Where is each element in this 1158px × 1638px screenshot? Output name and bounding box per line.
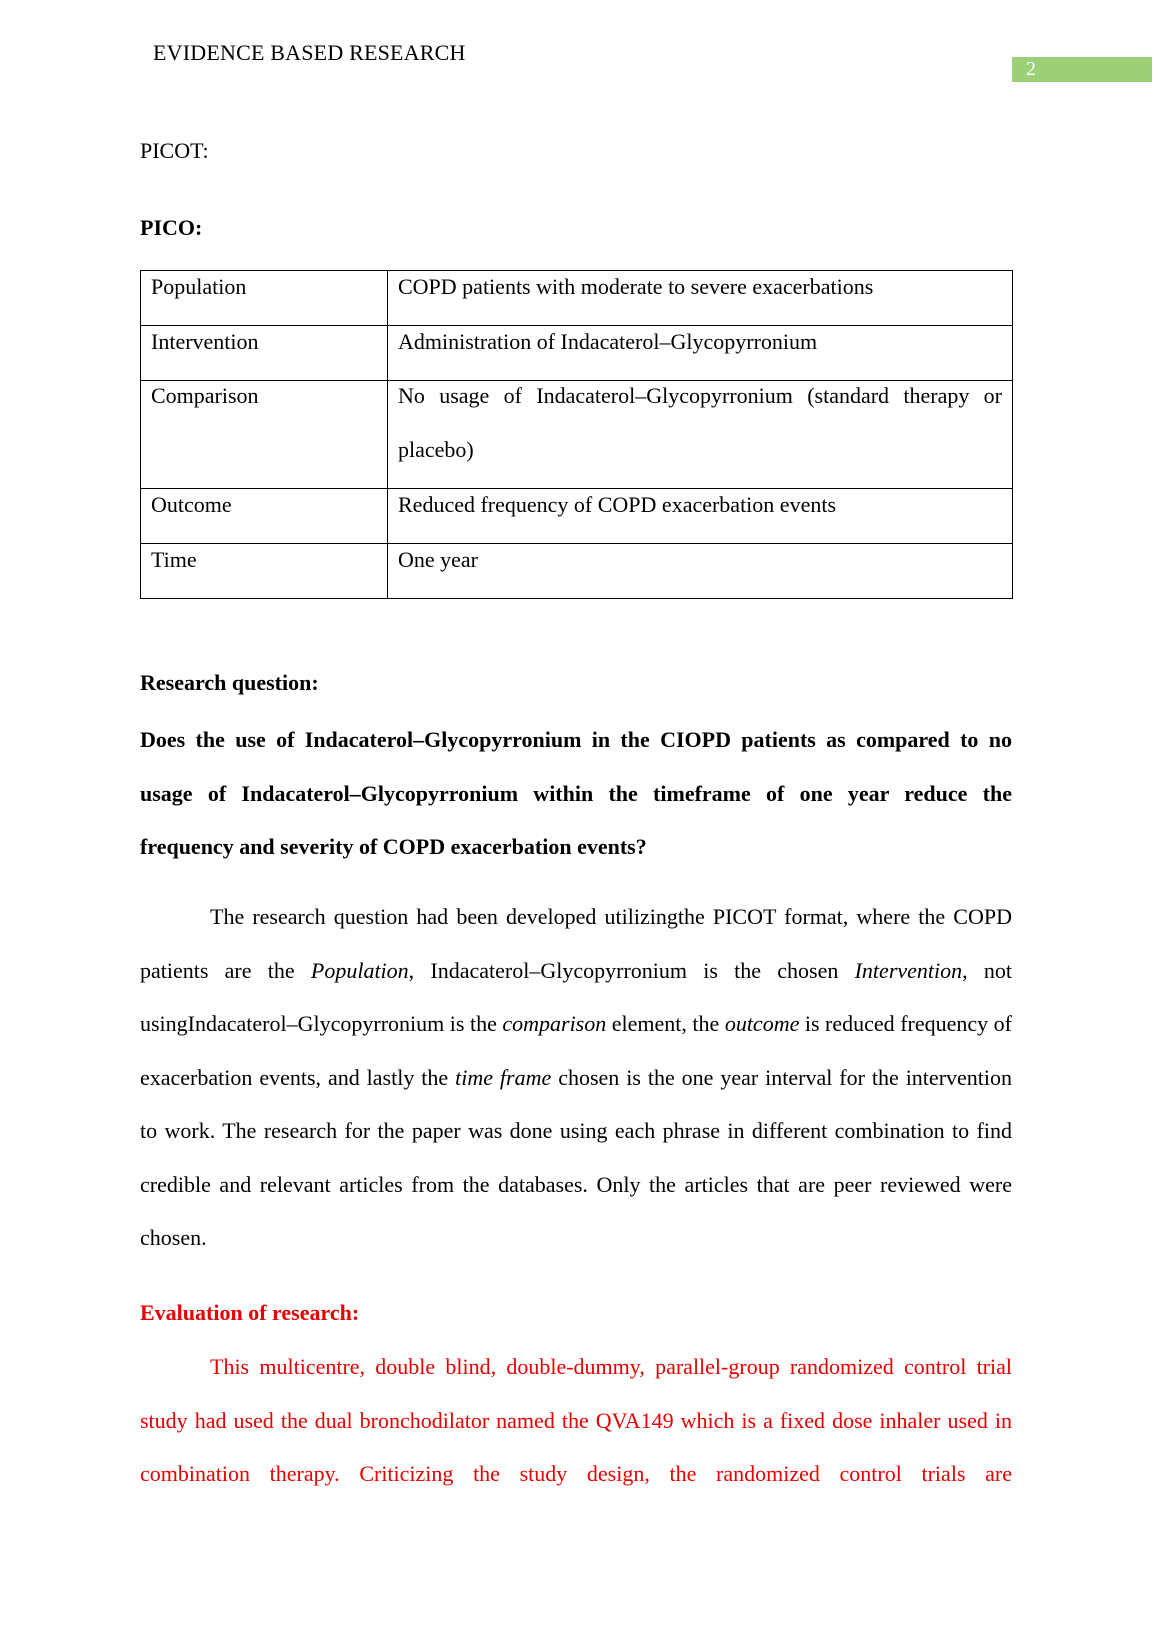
running-head: EVIDENCE BASED RESEARCH — [153, 40, 466, 65]
page-number-box — [1012, 57, 1152, 82]
table-cell-value: COPD patients with moderate to severe exacerbations — [388, 271, 1013, 326]
research-question-text: Does the use of Indacaterol–Glycopyrronium in the CIOPD patients as compared to no usage of Indacaterol–Glycopyrronium within the timeframe of one year reduce the frequency and severity of COPD exacerbation events? — [140, 727, 1012, 859]
explanation-italic: outcome — [724, 1011, 800, 1036]
explanation-text: element, the — [606, 1011, 725, 1036]
table-cell-label: Population — [141, 271, 388, 326]
table-cell-value: One year — [388, 544, 1013, 599]
comparison-text: No usage of Indacaterol–Glycopyrronium (standard therapy or placebo) — [398, 383, 1002, 462]
evaluation-paragraph: This multicentre, double blind, double-dummy, parallel-group randomized control trial study had used the dual bronchodilator named the QVA149 which is a fixed dose inhaler used in combination therapy. Criticizing the study design, the randomized control trials are — [140, 1354, 1012, 1486]
explanation-paragraph — [140, 890, 1012, 1265]
explanation-text: is reduced frequency of exacerbation events, and lastly the — [140, 1011, 1012, 1090]
research-question-heading: Research question: — [140, 670, 319, 695]
table-cell-value: Reduced frequency of COPD exacerbation events — [388, 489, 1013, 544]
picot-label: PICOT: — [140, 138, 209, 163]
table-cell-value — [388, 381, 1013, 489]
explanation-text: , not usingIndacaterol–Glycopyrronium is the — [140, 957, 1012, 1036]
page-number: 2 — [1026, 58, 1036, 80]
pico-heading: PICO: — [140, 215, 203, 240]
explanation-italic: time frame — [455, 1064, 552, 1090]
table-row — [141, 381, 1013, 489]
evaluation-heading: Evaluation of research: — [140, 1300, 360, 1325]
explanation-text: The research question had been developed utilizingthe PICOT format, where the COPD patients are the — [140, 904, 1012, 983]
table-cell-label: Outcome — [141, 489, 388, 544]
explanation-italic: comparison — [502, 1011, 607, 1036]
table-row — [141, 489, 1013, 544]
table-cell-value: Administration of Indacaterol–Glycopyrronium — [388, 326, 1013, 381]
table-cell-label: Intervention — [141, 326, 388, 381]
table-row — [141, 544, 1013, 599]
explanation-text: , Indacaterol–Glycopyrronium is the chosen — [408, 957, 855, 983]
explanation-italic: Intervention — [854, 957, 963, 983]
table-cell-label: Time — [141, 544, 388, 599]
table-row — [141, 271, 1013, 326]
explanation-text: chosen is the one year interval for the intervention to work. The research for the paper was done using each phrase in different combination to find credible and relevant articles from the databases. Only the articles that are peer reviewed were chosen. — [140, 1064, 1013, 1250]
table-cell-label: Comparison — [141, 381, 388, 489]
explanation-italic: Population — [310, 957, 409, 983]
pico-table — [140, 270, 1013, 599]
